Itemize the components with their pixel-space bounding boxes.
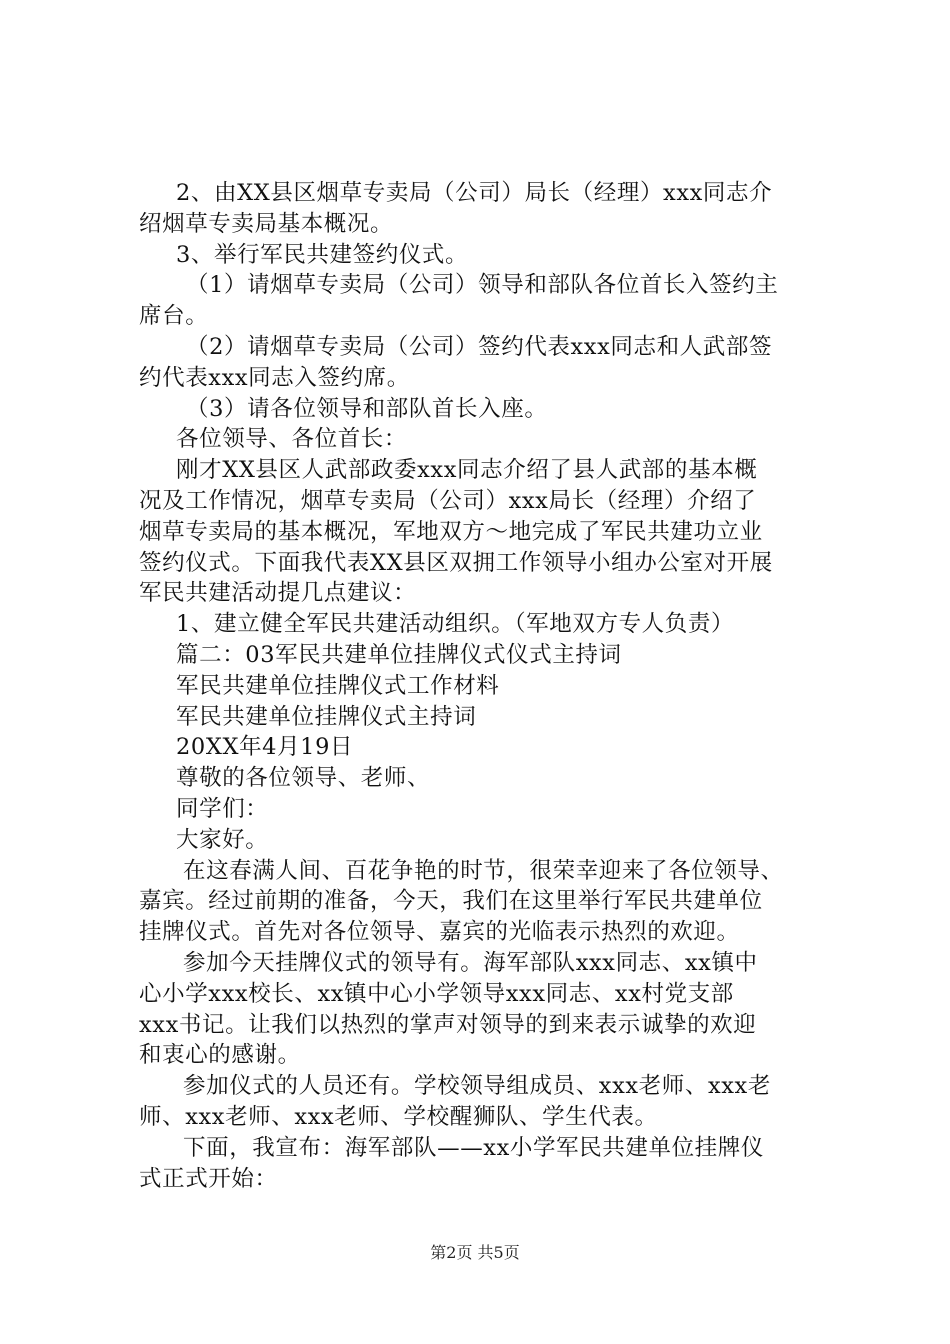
paragraph-line: 大家好。 <box>176 826 269 853</box>
paragraph-line: 式正式开始： <box>139 1165 278 1192</box>
paragraph-line: 军民共建活动提几点建议： <box>139 580 417 607</box>
paragraph-line: 签约仪式。下面我代表XX县区双拥工作领导小组办公室对开展 <box>139 549 773 576</box>
date-line: 20XX年4月19日 <box>176 734 354 761</box>
paragraph-line: 各位领导、各位首长： <box>176 426 408 453</box>
paragraph-line: xxx书记。让我们以热烈的掌声对领导的到来表示诚挚的欢迎 <box>139 1011 757 1038</box>
paragraph-line: 师、xxx老师、xxx老师、学校醒狮队、学生代表。 <box>139 1103 658 1130</box>
paragraph-line: 席台。 <box>139 303 209 330</box>
paragraph-line: （1）请烟草专卖局（公司）领导和部队各位首长入签约主 <box>186 272 779 299</box>
paragraph-line: 嘉宾。经过前期的准备，今天，我们在这里举行军民共建单位 <box>139 888 763 915</box>
paragraph-line: （2）请烟草专卖局（公司）签约代表xxx同志和人武部签 <box>186 333 773 360</box>
paragraph-line: 心小学xxx校长、xx镇中心小学领导xxx同志、xx村党支部 <box>139 980 734 1007</box>
paragraph-line: 况及工作情况，烟草专卖局（公司）xxx局长（经理）介绍了 <box>139 487 757 514</box>
paragraph-line: 约代表xxx同志入签约席。 <box>139 364 410 391</box>
paragraph-line: 同学们： <box>176 795 269 822</box>
section-heading: 篇二：03军民共建单位挂牌仪式仪式主持词 <box>176 641 622 668</box>
paragraph-line: 下面，我宣布：海军部队——xx小学军民共建单位挂牌仪 <box>183 1134 764 1161</box>
paragraph-line: 2、由XX县区烟草专卖局（公司）局长（经理）xxx同志介 <box>176 180 773 206</box>
paragraph-line: 军民共建单位挂牌仪式工作材料 <box>176 672 500 699</box>
paragraph-line: 绍烟草专卖局基本概况。 <box>139 210 394 237</box>
paragraph-line: 1、建立健全军民共建活动组织。（军地双方专人负责） <box>176 611 735 638</box>
page-number-footer: 第2页 共5页 <box>430 1243 520 1262</box>
paragraph-line: 刚才XX县区人武部政委xxx同志介绍了县人武部的基本概 <box>176 457 758 484</box>
paragraph-line: 在这春满人间、百花争艳的时节，很荣幸迎来了各位领导、 <box>183 857 784 884</box>
paragraph-line: 烟草专卖局的基本概况，军地双方～地完成了军民共建功立业 <box>139 518 763 545</box>
paragraph-line: 参加仪式的人员还有。学校领导组成员、xxx老师、xxx老 <box>183 1073 771 1100</box>
document-body <box>139 178 839 1194</box>
paragraph-line: 挂牌仪式。首先对各位领导、嘉宾的光临表示热烈的欢迎。 <box>139 919 740 946</box>
paragraph-line: 军民共建单位挂牌仪式主持词 <box>176 703 477 730</box>
paragraph-line: 和衷心的感谢。 <box>139 1042 301 1069</box>
paragraph-line: 参加今天挂牌仪式的领导有。海军部队xxx同志、xx镇中 <box>183 949 758 976</box>
paragraph-line: 3、举行军民共建签约仪式。 <box>176 241 469 268</box>
paragraph-line: 尊敬的各位领导、老师、 <box>176 765 431 792</box>
paragraph-line: （3）请各位领导和部队首长入座。 <box>186 395 548 422</box>
